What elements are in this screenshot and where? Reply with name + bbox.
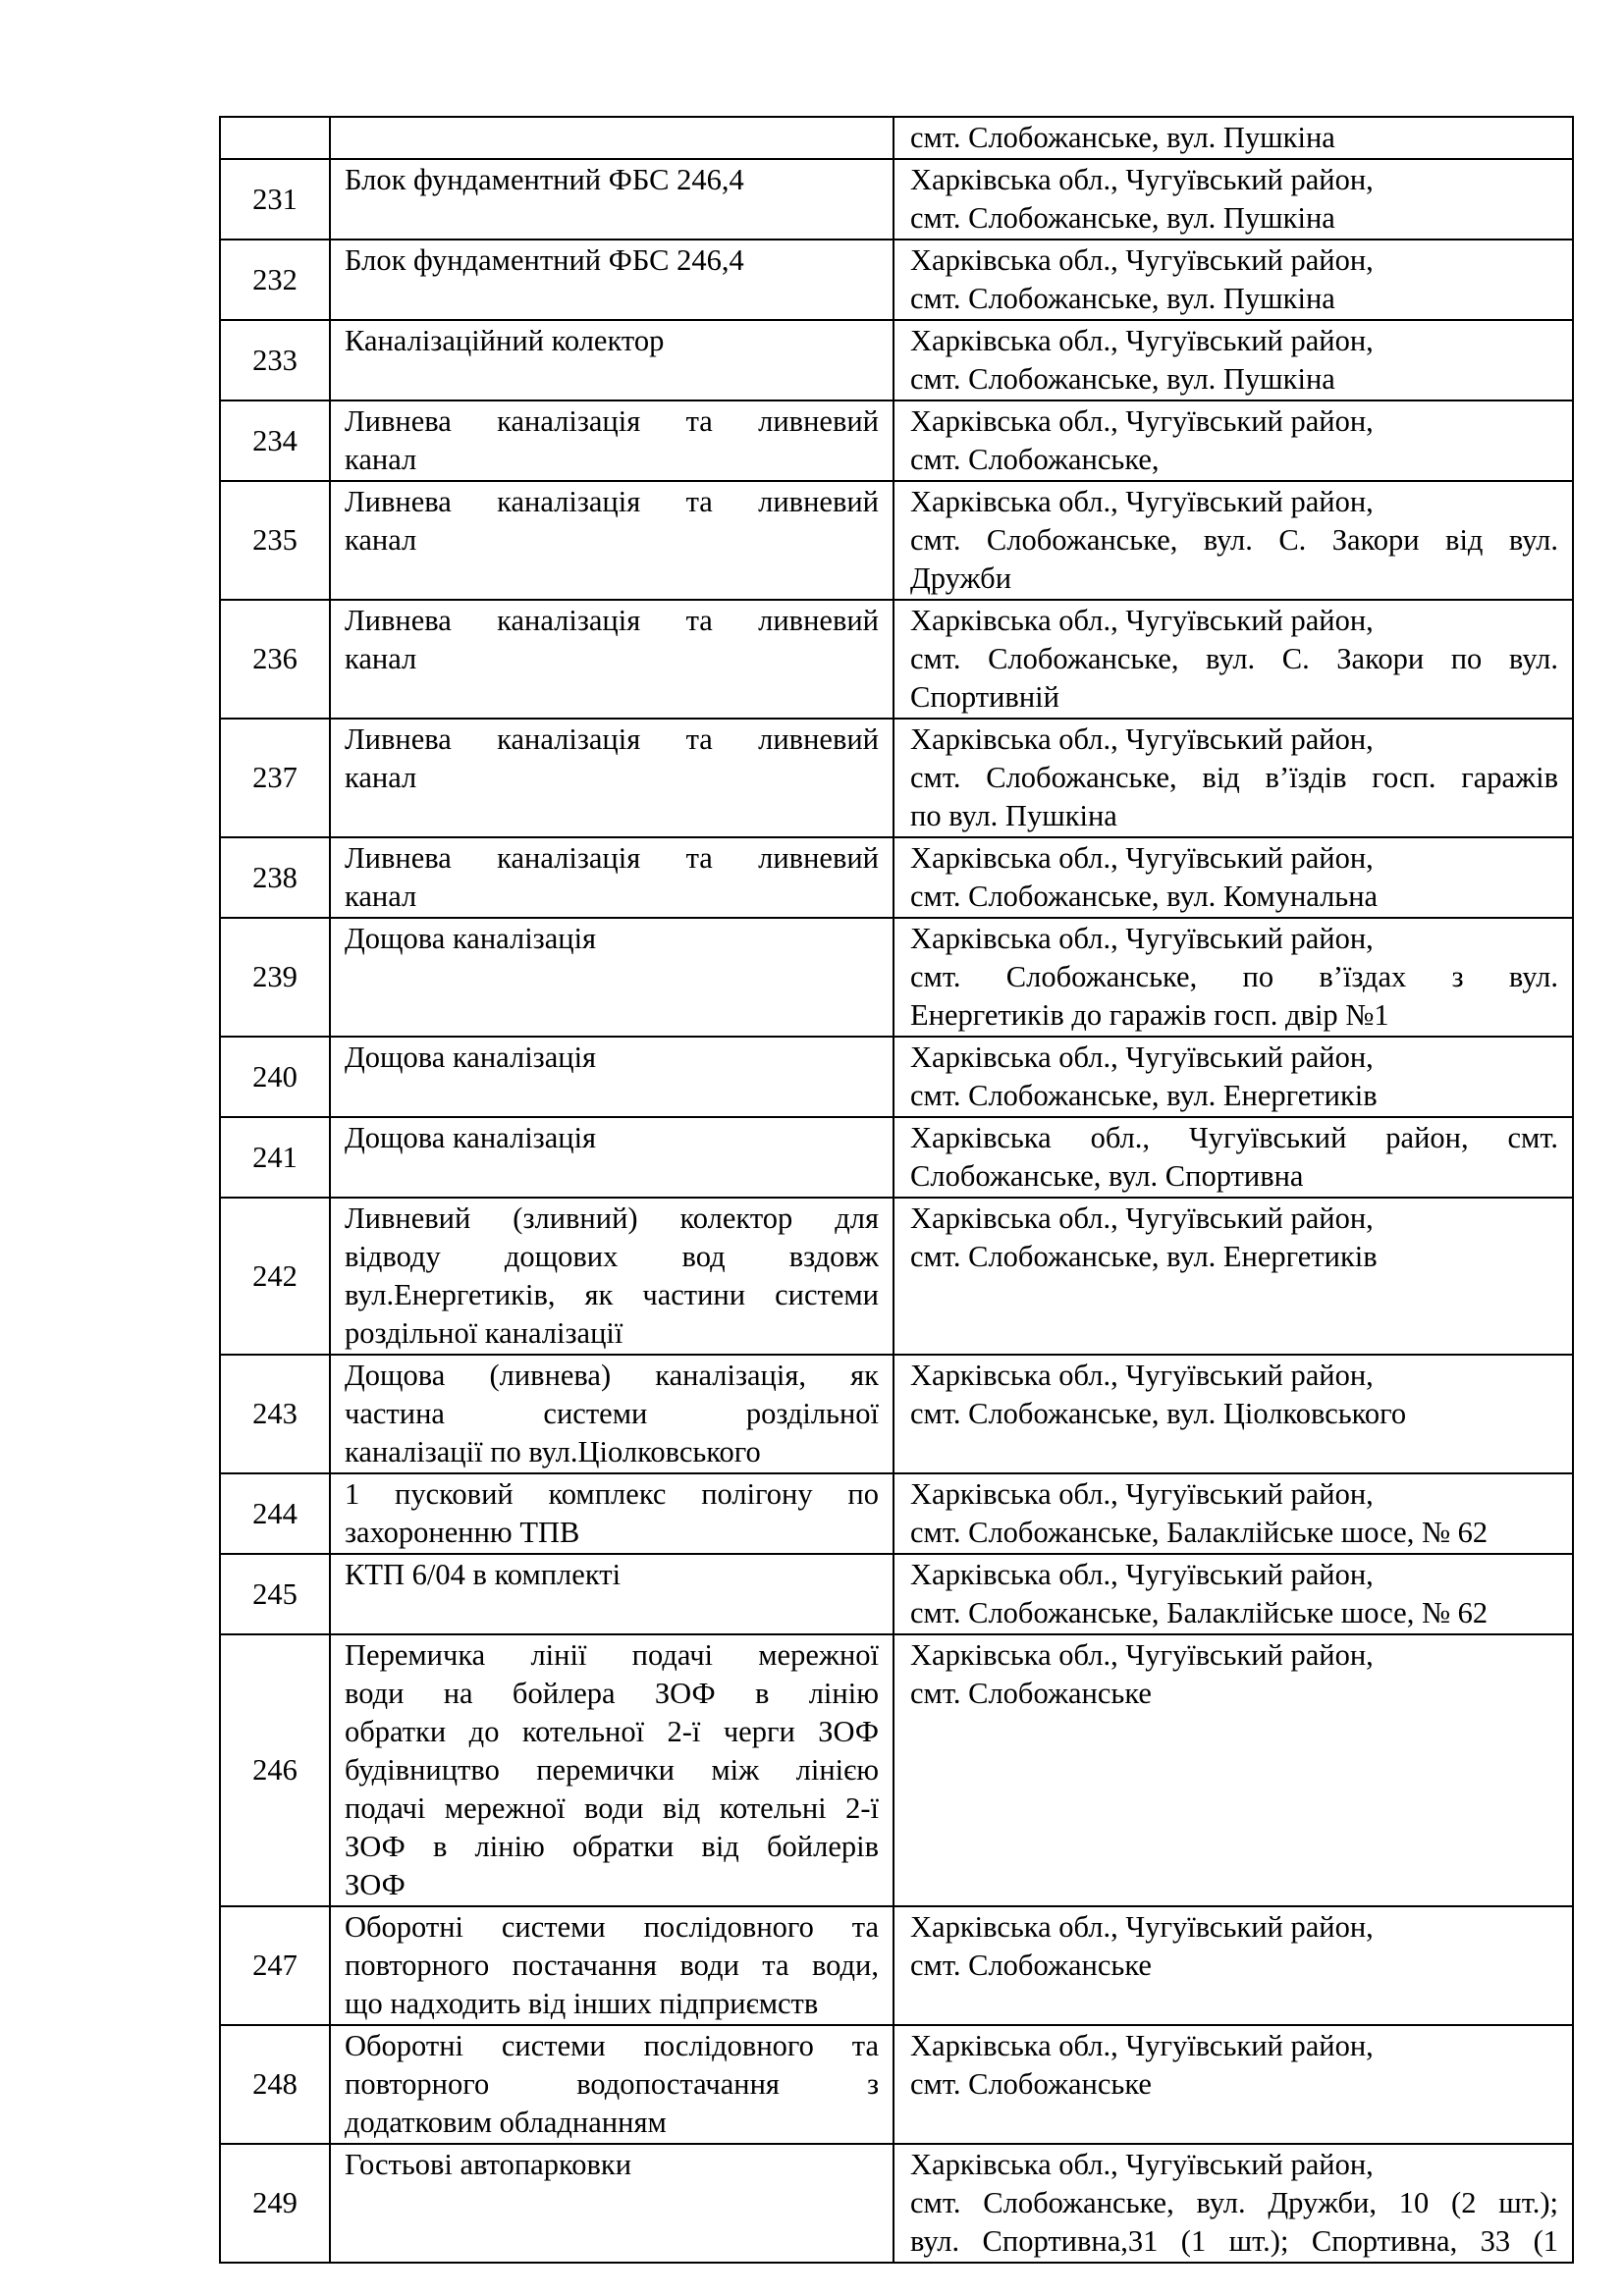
row-number: 235	[220, 481, 330, 600]
address-cell	[893, 2025, 1573, 2144]
address-cell	[893, 1037, 1573, 1117]
table-row	[220, 2025, 1573, 2144]
object-name-cell	[330, 159, 893, 240]
object-name-line: додатковим обладнанням	[345, 2106, 667, 2139]
address-line: Енергетиків до гаражів госп. двір №1	[910, 998, 1389, 1032]
object-name-line: що надходить від інших підприємств	[345, 1987, 819, 2020]
table-row	[220, 1355, 1573, 1473]
address-line: смт. Слобожанське, вул. Пушкіна	[910, 201, 1335, 235]
object-name-line: захороненню ТПВ	[345, 1516, 580, 1549]
address-line: по вул. Пушкіна	[910, 799, 1117, 832]
address-line: Харківська обл., Чугуївський район,	[910, 1910, 1374, 1944]
table-row	[220, 600, 1573, 719]
object-name-line: Блок фундаментний ФБС 246,4	[345, 243, 744, 277]
object-name-line: роздільної каналізації	[345, 1316, 623, 1350]
object-name-cell	[330, 837, 893, 918]
address-line: смт. Слобожанське,	[910, 443, 1160, 476]
object-name-cell	[330, 2025, 893, 2144]
row-number: 238	[220, 837, 330, 918]
address-cell	[893, 400, 1573, 481]
object-name-line: подачі мережної води від котельні 2-ї	[345, 1791, 879, 1825]
object-name-line: каналізації по вул.Ціолковського	[345, 1435, 761, 1468]
row-number: 233	[220, 320, 330, 400]
address-line: смт. Слобожанське, вул. Пушкіна	[910, 362, 1335, 396]
object-name-cell	[330, 117, 893, 159]
object-name-line: канал	[345, 880, 417, 913]
object-name-line: Ливневий (зливний) колектор для	[345, 1201, 879, 1235]
object-name-line: повторного водопостачання з	[345, 2067, 879, 2101]
address-line: смт. Слобожанське, вул. Комунальна	[910, 880, 1379, 913]
address-line: смт. Слобожанське	[910, 1677, 1152, 1710]
object-name-line: Дощова (ливнева) каналізація, як	[345, 1359, 879, 1392]
address-line: смт. Слобожанське, вул. С. Закори по вул.	[910, 642, 1558, 675]
address-line: смт. Слобожанське, вул. Енергетиків	[910, 1079, 1378, 1112]
table-row	[220, 481, 1573, 600]
address-line: Харківська обл., Чугуївський район,	[910, 1558, 1374, 1591]
address-cell	[893, 1634, 1573, 1906]
object-name-cell	[330, 1473, 893, 1554]
address-line: смт. Слобожанське, від в’їздів госп. гаражів	[910, 761, 1558, 794]
row-number: 241	[220, 1117, 330, 1198]
address-cell	[893, 1198, 1573, 1355]
object-name-line: Дощова каналізація	[345, 1121, 597, 1154]
row-number: 245	[220, 1554, 330, 1634]
object-name-line: канал	[345, 443, 417, 476]
address-line: Спортивній	[910, 680, 1059, 714]
address-cell	[893, 481, 1573, 600]
object-name-line: Ливнева каналізація та ливневий	[345, 722, 879, 756]
object-name-line: Дощова каналізація	[345, 922, 597, 955]
address-line: Харківська обл., Чугуївський район,	[910, 324, 1374, 357]
address-cell	[893, 320, 1573, 400]
object-name-cell	[330, 1355, 893, 1473]
address-cell	[893, 240, 1573, 320]
object-name-line: Блок фундаментний ФБС 246,4	[345, 163, 744, 196]
table-row	[220, 117, 1573, 159]
address-line: Харківська обл., Чугуївський район,	[910, 1041, 1374, 1074]
address-line: Харківська обл., Чугуївський район,	[910, 1201, 1374, 1235]
row-number: 237	[220, 719, 330, 837]
object-name-line: Гостьові автопарковки	[345, 2148, 632, 2181]
address-cell	[893, 117, 1573, 159]
table-row	[220, 1037, 1573, 1117]
address-line: смт. Слобожанське, вул. Пушкіна	[910, 282, 1335, 315]
address-line: смт. Слобожанське, Балаклійське шосе, № 62	[910, 1516, 1489, 1549]
object-name-line: Ливнева каналізація та ливневий	[345, 485, 879, 518]
table-row	[220, 2144, 1573, 2263]
object-name-line: Ливнева каналізація та ливневий	[345, 841, 879, 875]
table-row	[220, 1198, 1573, 1355]
address-line: Харківська обл., Чугуївський район,	[910, 163, 1374, 196]
address-cell	[893, 1473, 1573, 1554]
address-line: Слобожанське, вул. Спортивна	[910, 1159, 1304, 1193]
object-name-line: ЗОФ	[345, 1868, 406, 1901]
table-row	[220, 159, 1573, 240]
object-name-line: Оборотні системи послідовного та	[345, 1910, 879, 1944]
table-row	[220, 240, 1573, 320]
property-table	[219, 116, 1574, 2264]
object-name-line: вул.Енергетиків, як частини системи	[345, 1278, 879, 1311]
row-number: 240	[220, 1037, 330, 1117]
object-name-line: Каналізаційний колектор	[345, 324, 665, 357]
row-number: 246	[220, 1634, 330, 1906]
object-name-line: повторного постачання води та води,	[345, 1949, 879, 1982]
table-row	[220, 1554, 1573, 1634]
row-number: 231	[220, 159, 330, 240]
object-name-line: Ливнева каналізація та ливневий	[345, 404, 879, 438]
row-number: 247	[220, 1906, 330, 2025]
object-name-line: канал	[345, 642, 417, 675]
table-row	[220, 1117, 1573, 1198]
object-name-cell	[330, 918, 893, 1037]
address-line: Харківська обл., Чугуївський район,	[910, 485, 1374, 518]
address-line: Харківська обл., Чугуївський район,	[910, 604, 1374, 637]
address-line: смт. Слобожанське	[910, 2067, 1152, 2101]
object-name-line: будівництво перемички між лінією	[345, 1753, 879, 1787]
row-number: 239	[220, 918, 330, 1037]
address-cell	[893, 1906, 1573, 2025]
address-cell	[893, 1117, 1573, 1198]
address-line: Харківська обл., Чугуївський район,	[910, 722, 1374, 756]
address-cell	[893, 719, 1573, 837]
address-line: вул. Спортивна,31 (1 шт.); Спортивна, 33 (1	[910, 2224, 1558, 2258]
address-line: Харківська обл., Чугуївський район, смт.	[910, 1121, 1558, 1154]
object-name-line: Оборотні системи послідовного та	[345, 2029, 879, 2062]
row-number: 243	[220, 1355, 330, 1473]
object-name-cell	[330, 1906, 893, 2025]
address-cell	[893, 1554, 1573, 1634]
object-name-cell	[330, 719, 893, 837]
address-line: смт. Слобожанське	[910, 1949, 1152, 1982]
object-name-line: КТП 6/04 в комплекті	[345, 1558, 622, 1591]
address-line: Харківська обл., Чугуївський район,	[910, 841, 1374, 875]
object-name-line: Дощова каналізація	[345, 1041, 597, 1074]
object-name-cell	[330, 1117, 893, 1198]
row-number: 244	[220, 1473, 330, 1554]
address-cell	[893, 1355, 1573, 1473]
object-name-line: відводу дощових вод вздовж	[345, 1240, 879, 1273]
object-name-line: канал	[345, 761, 417, 794]
object-name-cell	[330, 1554, 893, 1634]
object-name-cell	[330, 2144, 893, 2263]
address-line: смт. Слобожанське, по в’їздах з вул.	[910, 960, 1558, 993]
address-cell	[893, 600, 1573, 719]
address-line: смт. Слобожанське, вул. Енергетиків	[910, 1240, 1378, 1273]
address-line: Харківська обл., Чугуївський район,	[910, 1359, 1374, 1392]
table-row	[220, 320, 1573, 400]
table-row	[220, 400, 1573, 481]
table-row	[220, 1473, 1573, 1554]
object-name-line: 1 пусковий комплекс полігону по	[345, 1477, 879, 1511]
address-cell	[893, 918, 1573, 1037]
row-number: 249	[220, 2144, 330, 2263]
object-name-cell	[330, 481, 893, 600]
row-number	[220, 117, 330, 159]
address-line: Харківська обл., Чугуївський район,	[910, 1477, 1374, 1511]
address-line: Харківська обл., Чугуївський район,	[910, 2148, 1374, 2181]
object-name-cell	[330, 1037, 893, 1117]
object-name-cell	[330, 400, 893, 481]
address-cell	[893, 159, 1573, 240]
row-number: 232	[220, 240, 330, 320]
address-line: смт. Слобожанське, вул. С. Закори від вул.	[910, 523, 1558, 557]
address-line: Харківська обл., Чугуївський район,	[910, 2029, 1374, 2062]
address-cell	[893, 837, 1573, 918]
address-line: смт. Слобожанське, вул. Ціолковського	[910, 1397, 1407, 1430]
object-name-cell	[330, 1198, 893, 1355]
object-name-line: обратки до котельної 2-ї черги ЗОФ	[345, 1715, 879, 1748]
object-name-line: Перемичка лінії подачі мережної	[345, 1638, 879, 1672]
object-name-line: канал	[345, 523, 417, 557]
row-number: 236	[220, 600, 330, 719]
object-name-cell	[330, 240, 893, 320]
table-row	[220, 1634, 1573, 1906]
address-line: смт. Слобожанське, Балаклійське шосе, № 62	[910, 1596, 1489, 1629]
row-number: 242	[220, 1198, 330, 1355]
address-cell	[893, 2144, 1573, 2263]
address-line: Харківська обл., Чугуївський район,	[910, 922, 1374, 955]
address-line: Харківська обл., Чугуївський район,	[910, 1638, 1374, 1672]
object-name-line: ЗОФ в лінію обратки від бойлерів	[345, 1830, 879, 1863]
table-row	[220, 719, 1573, 837]
address-line: смт. Слобожанське, вул. Дружби, 10 (2 шт.);	[910, 2186, 1558, 2219]
table-body	[220, 117, 1573, 2263]
object-name-line: Ливнева каналізація та ливневий	[345, 604, 879, 637]
row-number: 248	[220, 2025, 330, 2144]
table-row	[220, 837, 1573, 918]
object-name-cell	[330, 600, 893, 719]
row-number: 234	[220, 400, 330, 481]
address-line: Дружби	[910, 561, 1012, 595]
object-name-cell	[330, 1634, 893, 1906]
object-name-line: частина системи роздільної	[345, 1397, 879, 1430]
address-line: смт. Слобожанське, вул. Пушкіна	[910, 121, 1335, 154]
object-name-line: води на бойлера ЗОФ в лінію	[345, 1677, 879, 1710]
table-row	[220, 1906, 1573, 2025]
object-name-cell	[330, 320, 893, 400]
address-line: Харківська обл., Чугуївський район,	[910, 243, 1374, 277]
table-row	[220, 918, 1573, 1037]
address-line: Харківська обл., Чугуївський район,	[910, 404, 1374, 438]
